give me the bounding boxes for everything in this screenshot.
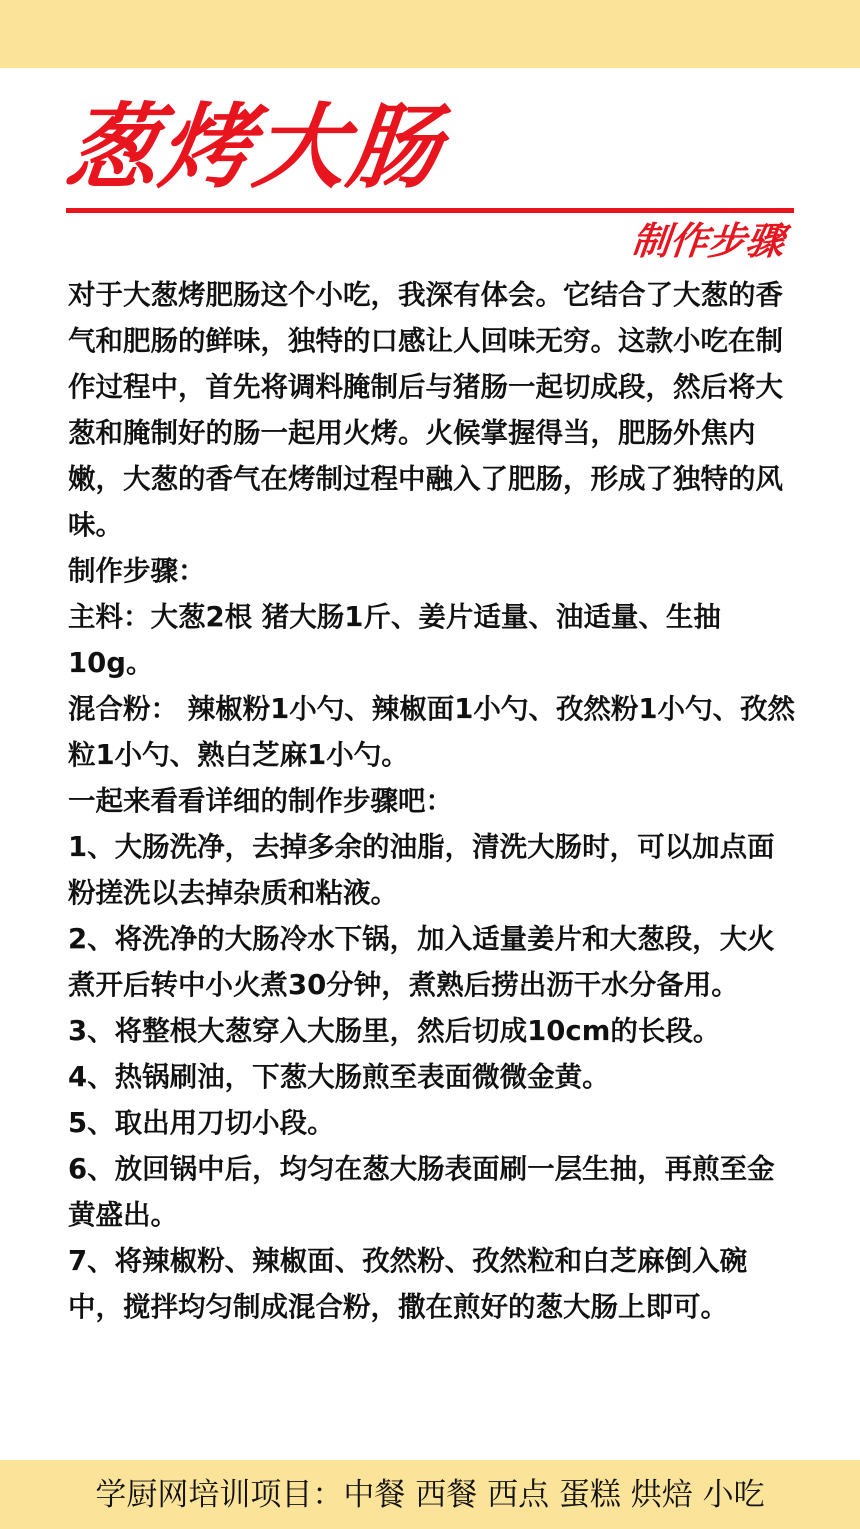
- step-item: 2、将洗净的大肠冷水下锅，加入适量姜片和大葱段，大火煮开后转中小火煮30分钟，煮熟后捞出沥干水分备用。: [68, 923, 775, 1001]
- main-ingredients: 主料：大葱2根 猪大肠1斤、姜片适量、油适量、生抽10g。: [68, 601, 721, 679]
- step-item: 4、热锅刷油，下葱大肠煎至表面微微金黄。: [68, 1061, 610, 1093]
- footer-training-projects: 学厨网培训项目：中餐 西餐 西点 蛋糕 烘焙 小吃: [95, 1477, 765, 1513]
- step-item: 7、将辣椒粉、辣椒面、孜然粉、孜然粒和白芝麻倒入碗中，搅拌均匀制成混合粉，撒在煎好的葱大肠上即可。: [68, 1245, 748, 1323]
- recipe-body: [68, 272, 798, 1330]
- intro-paragraph: 对于大葱烤肥肠这个小吃，我深有体会。它结合了大葱的香气和肥肠的鲜味，独特的口感让人回味无穷。这款小吃在制作过程中，首先将调料腌制后与猪肠一起切成段，然后将大葱和腌制好的肠一起用火烤。火候掌握得当，肥肠外焦内嫩，大葱的香气在烤制过程中融入了肥肠，形成了独特的风味。: [68, 279, 783, 541]
- details-heading: 一起来看看详细的制作步骤吧：: [68, 785, 453, 817]
- step-item: 3、将整根大葱穿入大肠里，然后切成10cm的长段。: [68, 1015, 721, 1047]
- mix-powder-ingredients: 混合粉： 辣椒粉1小勺、辣椒面1小勺、孜然粉1小勺、孜然粒1小勺、熟白芝麻1小勺。: [68, 693, 795, 771]
- step-item: 5、取出用刀切小段。: [68, 1107, 335, 1139]
- top-banner: [0, 0, 860, 68]
- recipe-title: 葱烤大肠: [60, 94, 448, 201]
- step-item: 1、大肠洗净，去掉多余的油脂，清洗大肠时，可以加点面粉搓洗以去掉杂质和粘液。: [68, 831, 775, 909]
- step-item: 6、放回锅中后，均匀在葱大肠表面刷一层生抽，再煎至金黄盛出。: [68, 1153, 775, 1231]
- title-divider: [66, 208, 794, 213]
- steps-heading: 制作步骤：: [68, 555, 206, 587]
- recipe-subtitle: 制作步骤: [629, 219, 787, 263]
